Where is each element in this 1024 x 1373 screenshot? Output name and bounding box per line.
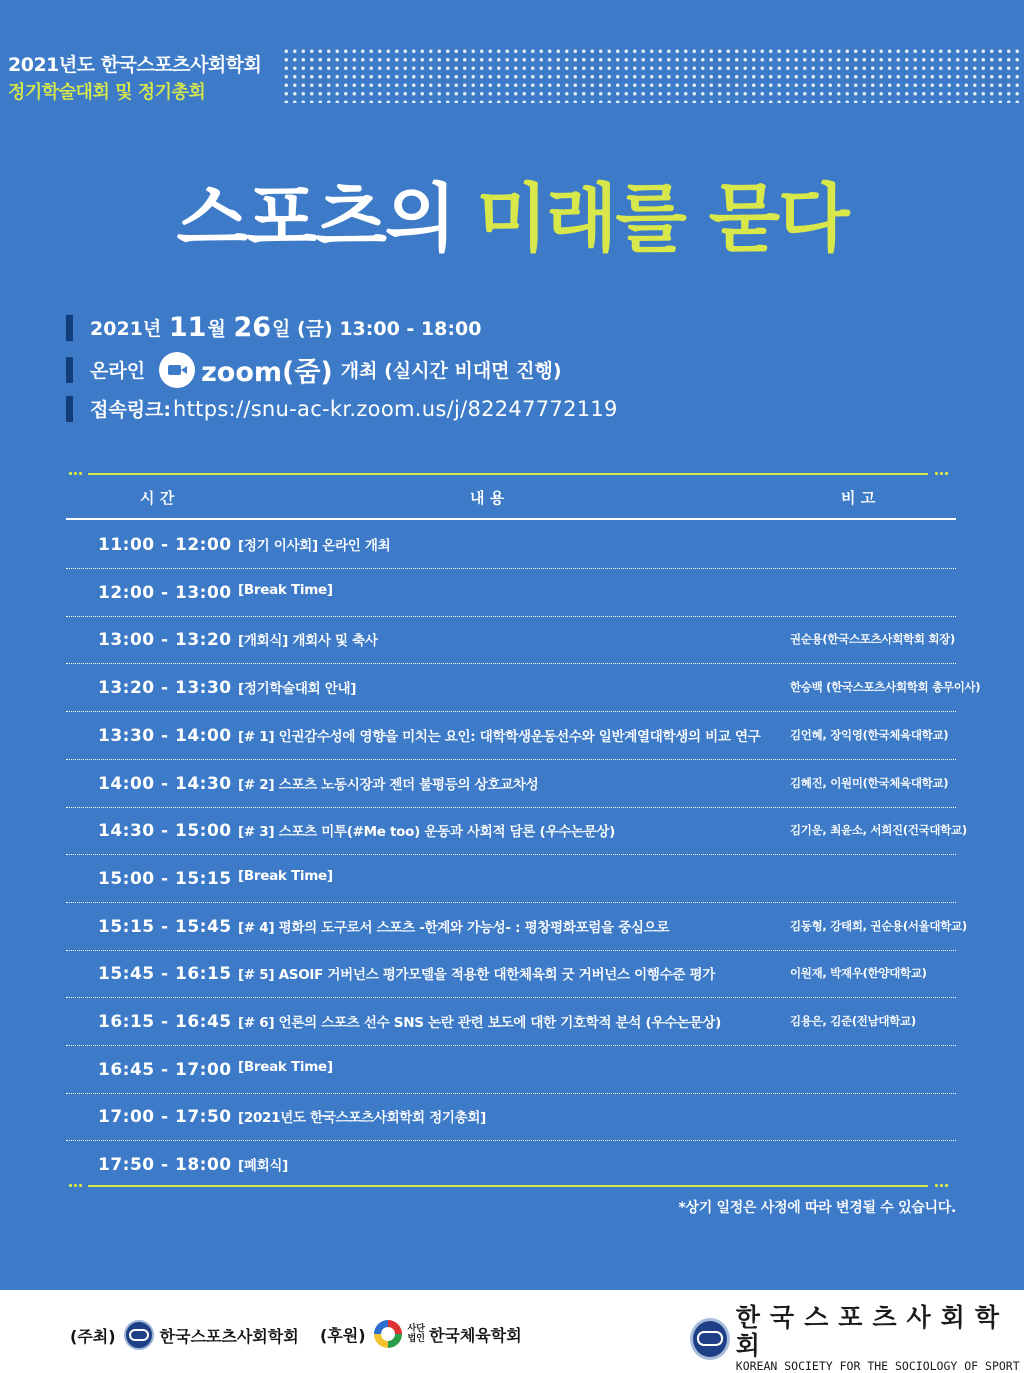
online-suffix: 개최 (실시간 비대면 진행) bbox=[340, 360, 562, 382]
row-note: 김기운, 최윤소, 서희진(건국대학교) bbox=[790, 823, 967, 838]
row-time: 13:20 - 13:30 bbox=[98, 678, 232, 699]
row-note: 이원재, 박재우(한양대학교) bbox=[790, 966, 927, 981]
row-time: 17:00 - 17:50 bbox=[98, 1107, 232, 1128]
row-content: [정기 이사회] 온라인 개최 bbox=[238, 538, 391, 554]
sponsor bbox=[320, 1320, 522, 1348]
table-row bbox=[66, 1046, 956, 1094]
date-year: 2021년 bbox=[90, 318, 162, 340]
row-note: 김용은, 김준(전남대학교) bbox=[790, 1014, 916, 1028]
table-row bbox=[66, 807, 967, 855]
row-time: 17:50 - 18:00 bbox=[98, 1155, 232, 1176]
row-note: 김혜진, 이원미(한국체육대학교) bbox=[790, 775, 949, 790]
header-content: 내 용 bbox=[470, 489, 505, 507]
info-online-row bbox=[66, 350, 562, 389]
sponsor-tag-top: 사단 bbox=[407, 1324, 425, 1334]
online-label: 온라인 bbox=[90, 360, 146, 382]
dot-grid-decoration bbox=[282, 47, 1024, 103]
table-row bbox=[66, 521, 956, 569]
row-content: [# 4] 평화의 도구로서 스포츠 -한계와 가능성- : 평창평화포럼을 중심으로 bbox=[238, 919, 670, 936]
row-time: 13:00 - 13:20 bbox=[98, 630, 232, 651]
brand-name-kr: 한국스포츠사회학회 bbox=[735, 1303, 1009, 1360]
row-time: 12:00 - 13:00 bbox=[98, 582, 232, 603]
date-month-unit: 월 bbox=[207, 318, 226, 340]
brand-lockup bbox=[690, 1304, 1024, 1373]
table-row bbox=[66, 855, 956, 903]
row-time: 16:15 - 16:45 bbox=[98, 1012, 232, 1032]
header-time: 시 간 bbox=[140, 489, 175, 507]
date-day: 26 bbox=[233, 312, 272, 343]
row-content: [Break Time] bbox=[238, 581, 333, 598]
date-day-unit: 일 bbox=[272, 318, 291, 340]
info-bar bbox=[66, 396, 73, 422]
schedule-notice: *상기 일정은 사정에 따라 변경될 수 있습니다. bbox=[678, 1200, 956, 1216]
info-bar bbox=[66, 357, 73, 383]
row-time: 11:00 - 12:00 bbox=[98, 535, 232, 555]
row-time: 13:30 - 14:00 bbox=[98, 725, 232, 746]
table-row bbox=[66, 569, 956, 617]
header-note: 비 고 bbox=[841, 489, 876, 507]
row-note: 김동형, 강태희, 권순용(서울대학교) bbox=[790, 918, 967, 933]
row-content: [# 2] 스포츠 노동시장과 젠더 불평등의 상호교차성 bbox=[238, 776, 539, 793]
table-row bbox=[66, 616, 956, 664]
sponsor-label: (후원) bbox=[320, 1325, 366, 1345]
main-title-white: 스포츠의 bbox=[176, 176, 455, 262]
row-content: [Break Time] bbox=[238, 867, 333, 884]
table-row bbox=[66, 664, 981, 712]
row-content: [# 3] 스포츠 미투(#Me too) 운동과 사회적 담론 (우수논문상) bbox=[238, 824, 615, 841]
row-content: [# 6] 언론의 스포츠 선수 SNS 논란 관련 보도에 대한 기호학적 분석 (우수논문상) bbox=[238, 1015, 721, 1031]
link-label: 접속링크: bbox=[90, 399, 172, 421]
table-row bbox=[66, 1093, 956, 1141]
info-bar bbox=[66, 315, 73, 341]
event-subtitle: 정기학술대회 및 정기총회 bbox=[8, 82, 206, 103]
row-content: [2021년도 한국스포츠사회학회 정기총회] bbox=[238, 1110, 487, 1127]
host bbox=[70, 1320, 299, 1350]
info-link-row bbox=[66, 395, 618, 422]
sponsor-tag bbox=[408, 1324, 425, 1344]
row-content: [정기학술대회 안내] bbox=[238, 681, 357, 698]
main-title bbox=[0, 160, 1024, 266]
footer bbox=[0, 1290, 1024, 1373]
date-month: 11 bbox=[168, 312, 207, 343]
table-row bbox=[66, 903, 967, 951]
table-row bbox=[66, 950, 956, 998]
row-time: 15:15 - 15:45 bbox=[98, 916, 232, 937]
table-row bbox=[66, 998, 956, 1046]
row-time: 14:30 - 15:00 bbox=[98, 821, 232, 842]
row-time: 16:45 - 17:00 bbox=[98, 1059, 232, 1080]
row-time: 15:45 - 16:15 bbox=[98, 964, 232, 985]
zoom-label: zoom(줌) bbox=[201, 357, 333, 388]
row-content: [Break Time] bbox=[238, 1058, 333, 1075]
row-content: [개회식] 개회사 및 축사 bbox=[238, 633, 378, 650]
main-title-accent: 미래를 묻다 bbox=[476, 176, 848, 262]
sponsor-name: 한국체육학회 bbox=[428, 1325, 522, 1345]
row-note: 권순용(한국스포츠사회학회 회장) bbox=[790, 632, 955, 647]
row-note: 김언혜, 장익영(한국체육대학교) bbox=[790, 727, 949, 742]
info-date-row bbox=[66, 312, 481, 343]
host-label: (주최) bbox=[70, 1326, 116, 1346]
host-name: 한국스포츠사회학회 bbox=[159, 1326, 299, 1346]
brand-name-en: KOREAN SOCIETY FOR THE SOCIOLOGY OF SPORT bbox=[735, 1359, 1020, 1373]
brand-logo-icon bbox=[690, 1318, 730, 1360]
row-content: [# 1] 인권감수성에 영향을 미치는 요인: 대학학생운동선수와 일반계열대학생의 비교 연구 bbox=[238, 728, 761, 745]
event-year-title: 2021년도 한국스포츠사회학회 bbox=[8, 54, 262, 76]
kape-logo-icon bbox=[374, 1320, 402, 1348]
table-row bbox=[66, 712, 956, 760]
table-bottom-divider bbox=[68, 1184, 948, 1187]
table-top-divider bbox=[68, 472, 948, 475]
table-row bbox=[66, 1141, 956, 1189]
table-header-line bbox=[66, 518, 956, 520]
date-time: (금) 13:00 - 18:00 bbox=[297, 318, 482, 340]
ksss-logo-icon bbox=[124, 1320, 154, 1350]
zoom-icon bbox=[159, 352, 195, 388]
row-content: [폐회식] bbox=[238, 1158, 288, 1175]
row-time: 15:00 - 15:15 bbox=[98, 868, 232, 889]
table-row bbox=[66, 760, 956, 808]
sponsor-tag-bottom: 법인 bbox=[407, 1334, 425, 1344]
row-content: [# 5] ASOIF 거버넌스 평가모델을 적용한 대한체육회 굿 거버넌스 이행수준 평가 bbox=[238, 967, 715, 984]
row-note: 한승백 (한국스포츠사회학회 총무이사) bbox=[790, 680, 981, 695]
row-time: 14:00 - 14:30 bbox=[98, 773, 232, 794]
zoom-link[interactable]: https://snu-ac-kr.zoom.us/j/82247772119 bbox=[173, 396, 618, 421]
